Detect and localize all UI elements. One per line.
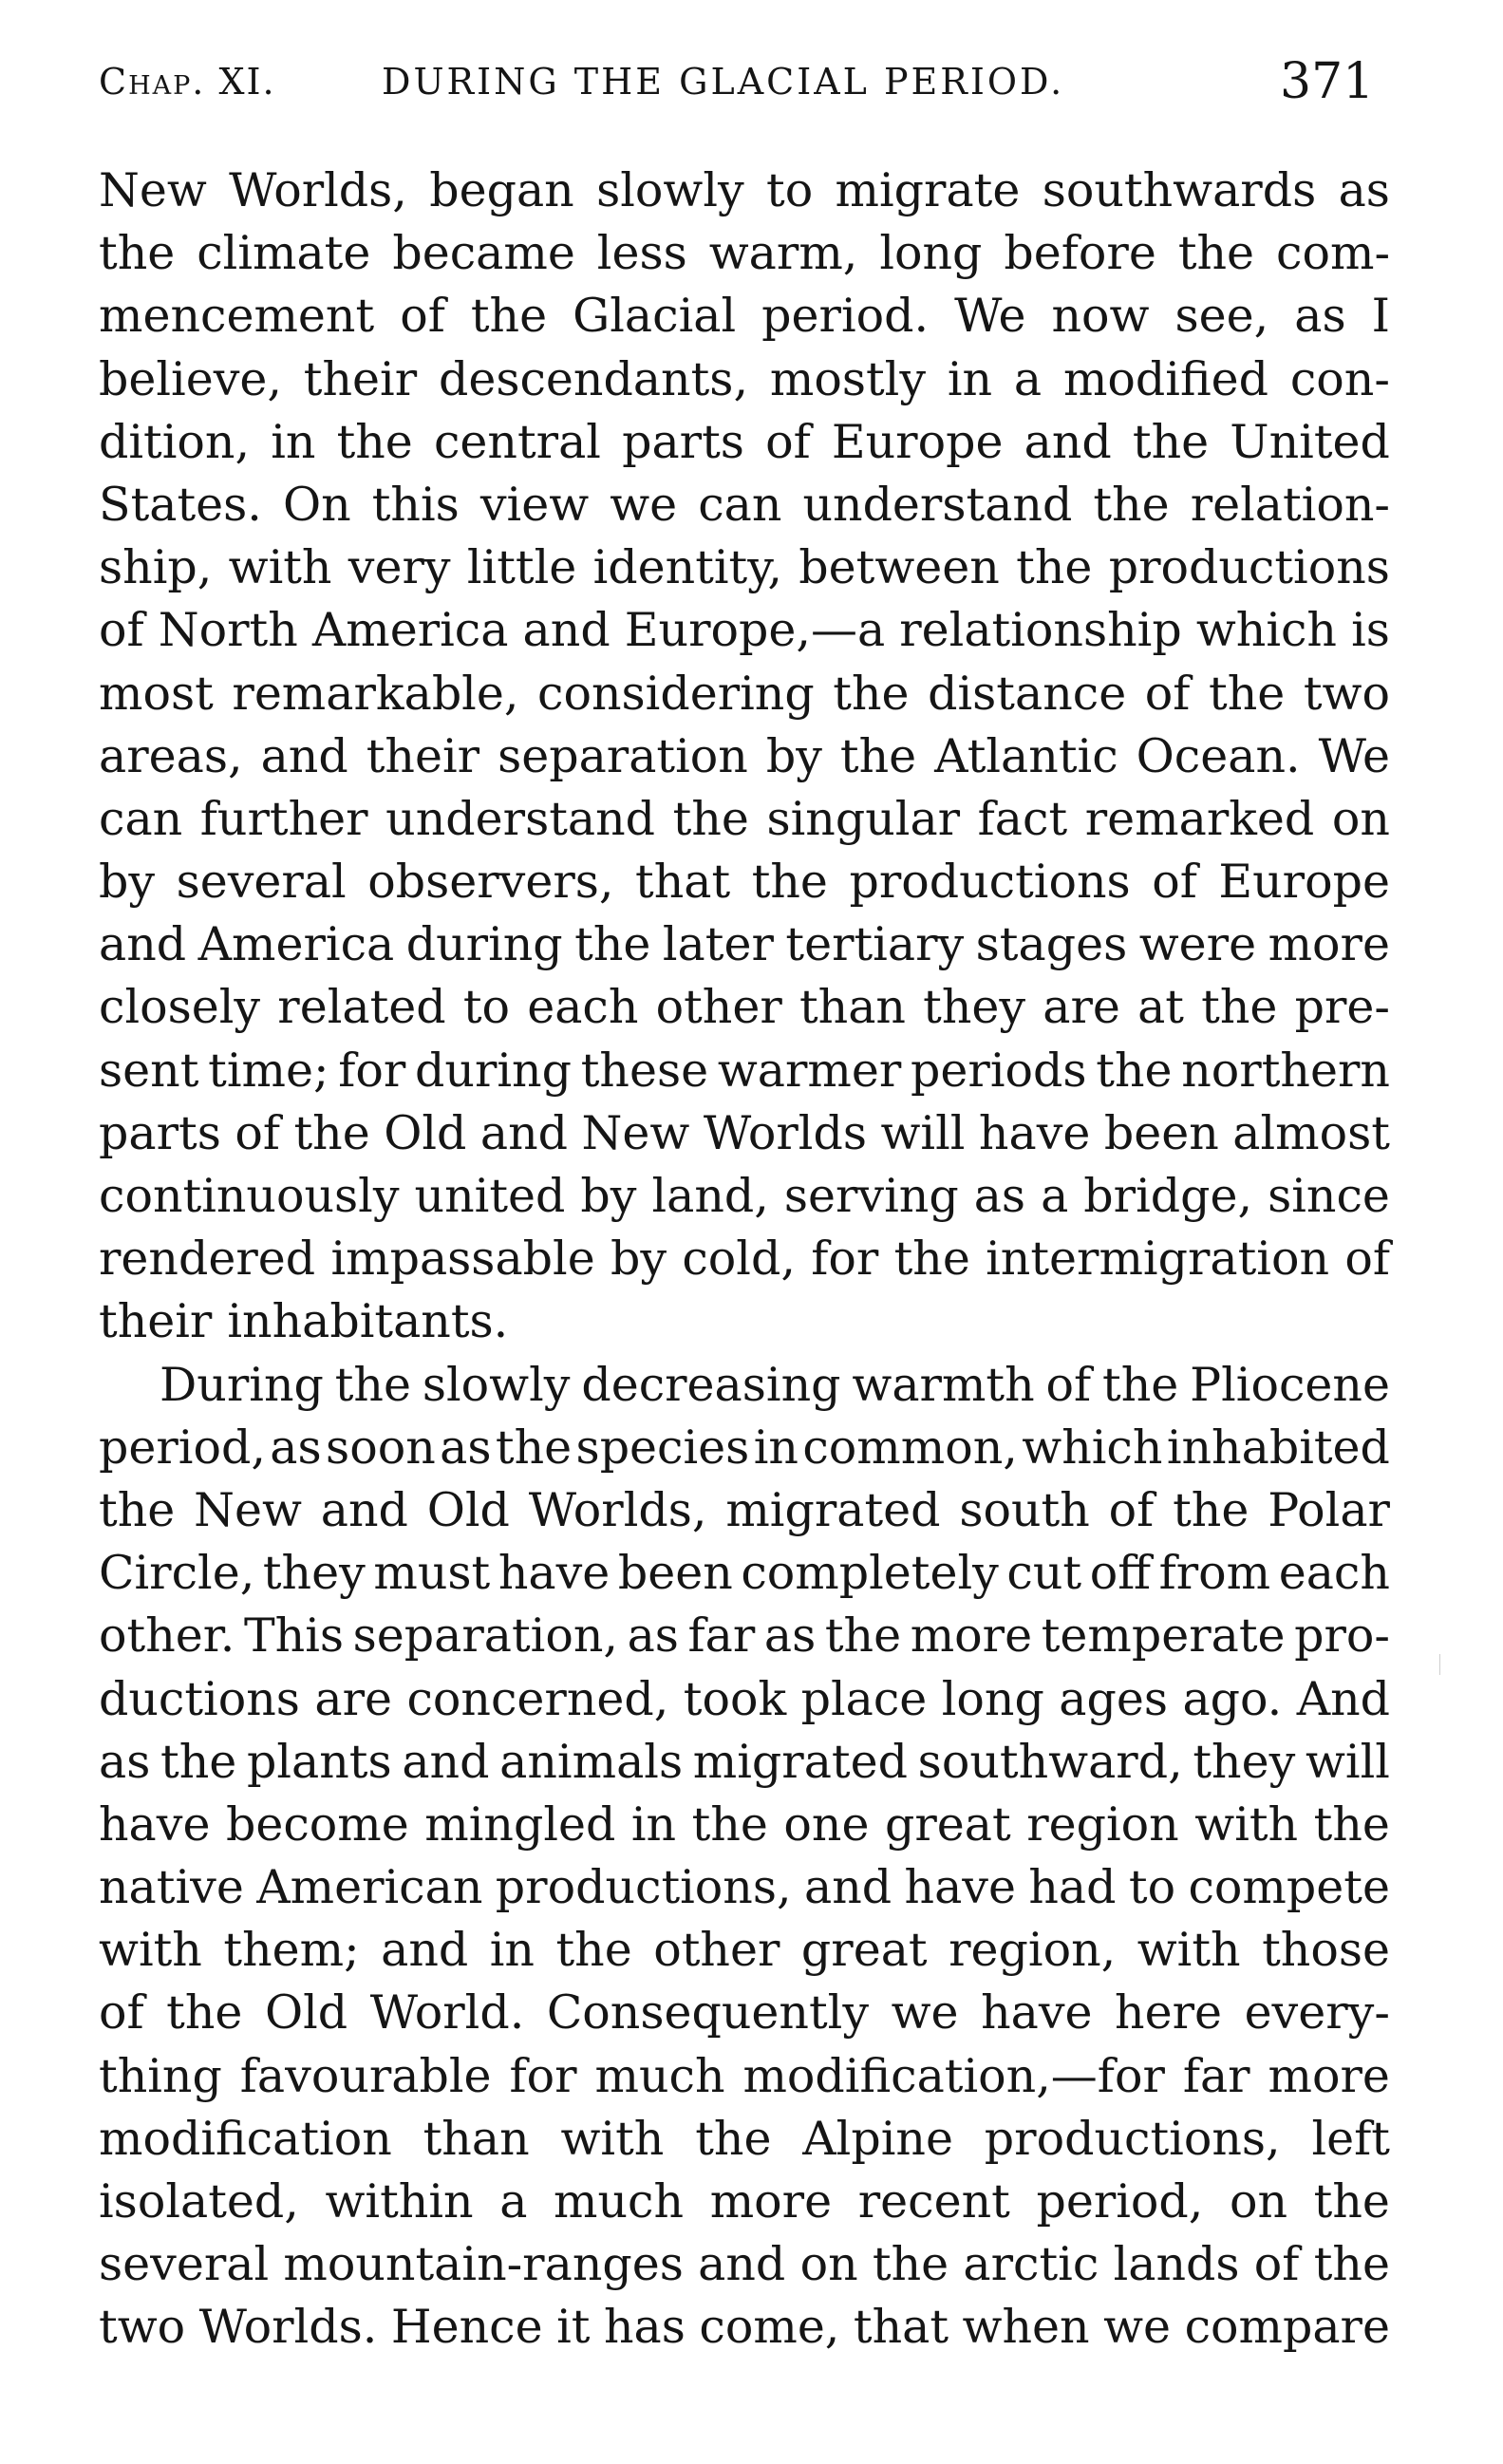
- text-line: the New and Old Worlds, migrated south of the Polar: [99, 1482, 1390, 1537]
- body-text: [99, 160, 1390, 2360]
- text-line: continuously united by land, serving as a bridge, since: [99, 1169, 1390, 1223]
- text-line: closely related to each other than they are at the pre-: [99, 980, 1390, 1035]
- text-line: New Worlds, began slowly to migrate southwards as: [99, 163, 1390, 217]
- text-line: other. This separation, as far as the more temperate pro-: [99, 1608, 1390, 1664]
- running-header: [0, 53, 1503, 120]
- text-line: with them; and in the other great region, with those: [99, 1923, 1390, 1978]
- text-line: have become mingled in the one great region with the: [99, 1796, 1390, 1852]
- text-line: of North America and Europe,—a relationship which is: [99, 603, 1390, 658]
- text-line: most remarkable, considering the distance of the two: [99, 666, 1390, 721]
- text-line: During the slowly decreasing warmth of the Pliocene: [160, 1357, 1390, 1412]
- text-line: period, as soon as the species in common, which inhabited: [99, 1420, 1390, 1475]
- text-line: thing favourable for much modification,—for far more: [99, 2048, 1390, 2103]
- text-line: the climate became less warm, long before the com-: [99, 226, 1390, 281]
- text-line: of the Old World. Consequently we have here every-: [99, 1985, 1390, 2041]
- text-line: ductions are concerned, took place long ages ago. And: [99, 1671, 1390, 1726]
- text-line: areas, and their separation by the Atlantic Ocean. We: [99, 728, 1390, 783]
- margin-mark: [1439, 1654, 1440, 1675]
- text-line: can further understand the singular fact remarked on: [99, 791, 1390, 846]
- text-line: modification than with the Alpine productions, left: [99, 2111, 1390, 2166]
- text-line: as the plants and animals migrated southward, they will: [99, 1734, 1390, 1789]
- text-line: parts of the Old and New Worlds will have been almost: [99, 1105, 1390, 1160]
- text-line: several mountain-ranges and on the arctic lands of the: [99, 2237, 1390, 2292]
- text-line: two Worlds. Hence it has come, that when we compare: [99, 2300, 1390, 2355]
- text-line: States. On this view we can understand the relation-: [99, 477, 1390, 532]
- text-line: ship, with very little identity, between the productions: [99, 540, 1390, 595]
- text-line: native American productions, and have had to compete: [99, 1860, 1390, 1915]
- text-line: sent time; for during these warmer periods the northern: [99, 1043, 1390, 1098]
- text-line: by several observers, that the productions of Europe: [99, 855, 1390, 910]
- text-line: mencement of the Glacial period. We now see, as I: [99, 289, 1390, 344]
- page-number: 371: [1280, 53, 1375, 110]
- text-line: isolated, within a much more recent period, on the: [99, 2174, 1390, 2229]
- text-line: dition, in the central parts of Europe and the United: [99, 414, 1390, 469]
- text-line: Circle, they must have been completely cut off from each: [99, 1546, 1390, 1601]
- text-line: their inhabitants.: [99, 1294, 509, 1349]
- chapter-label: Chap. XI.: [99, 61, 276, 103]
- text-line: rendered impassable by cold, for the intermigration of: [99, 1232, 1390, 1287]
- text-line: and America during the later tertiary stages were more: [99, 917, 1390, 972]
- running-title: DURING THE GLACIAL PERIOD.: [382, 61, 1065, 103]
- text-line: believe, their descendants, mostly in a modified con-: [99, 351, 1390, 406]
